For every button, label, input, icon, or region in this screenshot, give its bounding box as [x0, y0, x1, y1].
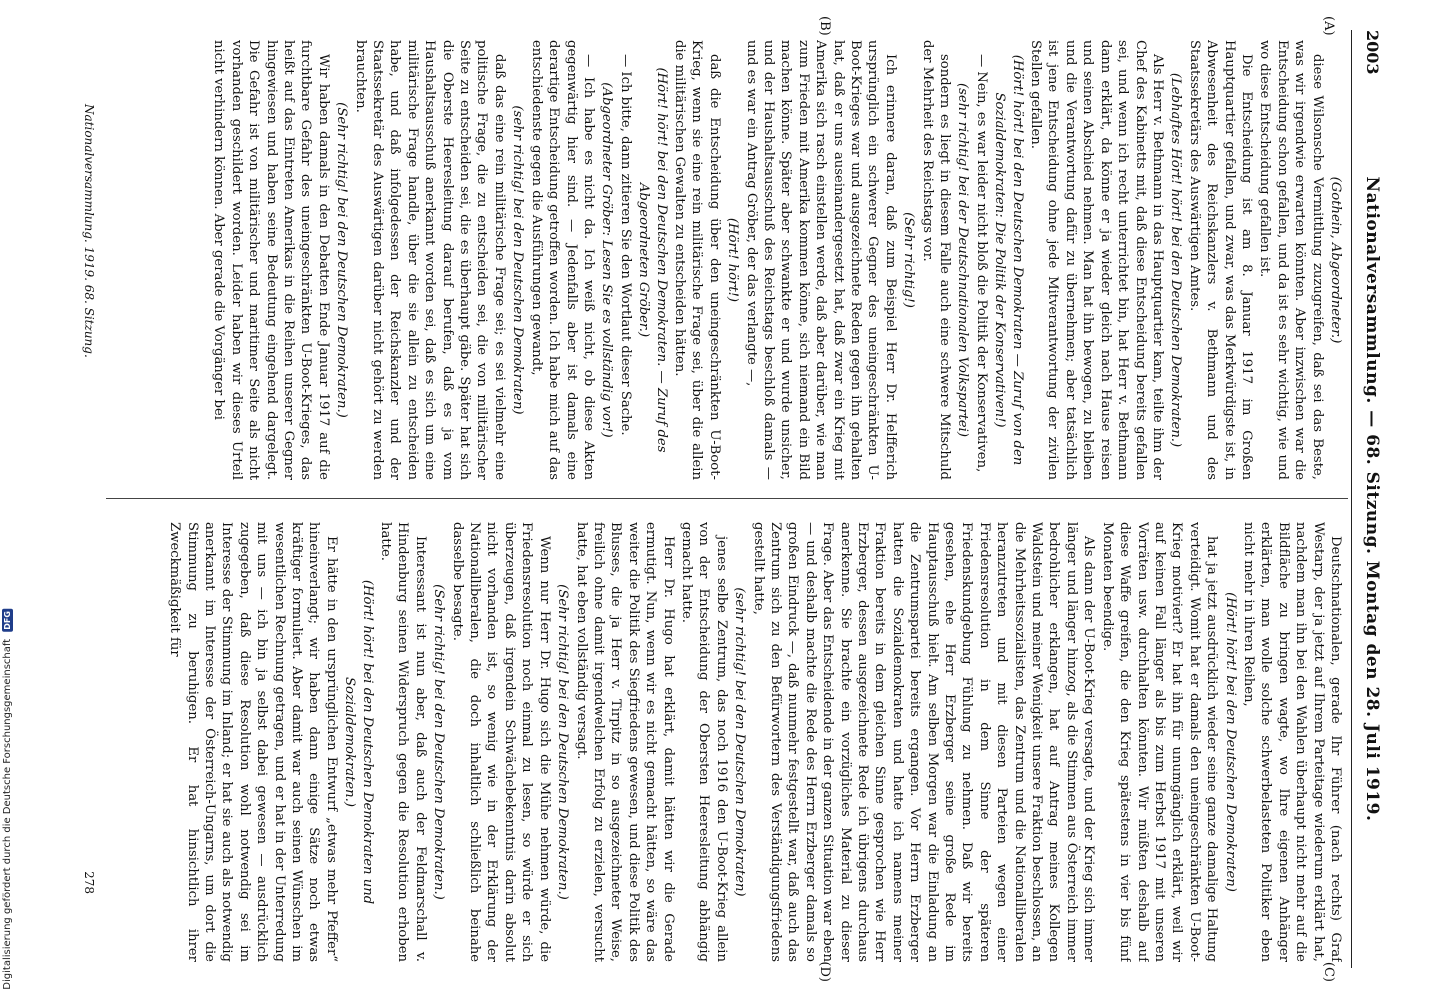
margin-marker-b: (B): [817, 16, 832, 36]
margin-marker-a: (A): [1321, 16, 1336, 36]
paragraph: (Sehr richtig! bei den Deutschen Demokraten.): [334, 102, 350, 418]
paragraph: (Sehr richtig!): [901, 212, 917, 308]
footer-page-number: 278: [82, 871, 96, 894]
paragraph: daß das eine rein militärische Frage sei; es sei vielmehr eine politische Frage, die zu entscheiden sei, die von militärischer Seite zu entscheiden sei, die es überhaupt gäbe. Später hat sich die Oberste Heeresleitung darauf berufen, daß es ja vom Haushaltsausschuß anerkannt worden sei, daß es sich um eine militärische Frage handle, über die sie allein zu entscheiden habe, und daß infolgedessen der Reichskanzler und der Staatssekretär des Auswärtigen darüber nicht gehört zu werden brauchten.: [352, 40, 507, 480]
paragraph: Die Entscheidung ist am 8. Januar 1917 im Großen Hauptquartier gefallen, und zwar, was das Merkwürdigste ist, in Abwesenheit des Reichskanzlers v. Bethmann und des Staatssekretärs des Auswärtigen Amtes.: [1186, 40, 1254, 480]
paragraph: Als Herr v. Bethmann in das Hauptquartier kam, teilte ihm der Chef des Kabinetts mit, daß diese Entscheidung bereits gefallen sei, und wenn ich recht unterrichtet bin, hat Herr v. Bethmann dann erklärt, da könne er ja wieder gleich nach Hause reisen und seinen Abschied nehmen. Man hat ihn bewogen, zu bleiben und die Verantwortung dafür zu übernehmen; aber tatsächlich ist jene Entscheidung ohne jede Mitverantwortung der zivilen Stellen gefallen.: [1028, 40, 1165, 480]
funding-credit: [2, 609, 13, 990]
paragraph: (Hört! hört! bei den Deutschen Demokraten. — Zuruf des Abgeordneten Gröber.): [636, 67, 669, 453]
paragraph: Deutschnationalen, gerade Ihr Führer (nach rechts) Graf Westarp, der ja jetzt auf Ihrem Parteitage wiederum erklärt hat, nachdem man ihn bei den Wahlen überhaupt nicht mehr auf die Bildfläche zu bringen wagte, wo Ihre eigenen Anhänger erklärten, man wolle solche schwerbelasteten Politiker eben nicht mehr in ihren Reihen,: [1240, 522, 1343, 962]
paragraph: Als dann der U-Boot-Krieg versagte, und der Krieg sich immer länger und länger hinzog, als die Stimmen aus Österreich immer bedrohlicher erklangen, hat auf Antrag meines Kollegen Waldstein und meiner Wenigkeit unsere Fraktion beschlossen, an die Mehrheitssozialisten, das Zentrum und die Nationalliberalen heranzutreten und mit diesen Parteien wegen einer Friedensresolution in dem Sinne der späteren Friedenskundgebung Fühlung zu nehmen. Daß wir bereits gesehen, ehe Herr Erzberger seine große Rede im Hauptausschuß hielt. Am selben Morgen war die Einladung an die Zentrumspartei bereits ergangen. Vor Herrn Erzberger hatten die Sozialdemokraten und hatte ich namens meiner Fraktion bereits in dem gleichen Sinne gesprochen wie Herr Erzberger, dessen ausgezeichnete Rede ich übrigens durchaus anerkenne. Sie brachte ein vorzügliches Material zu dieser Frage. Aber das Entscheidende in der ganzen Situation war eben — und deshalb machte die Rede des Herrn Erzberger damals so großen Eindruck —, daß nunmehr festgestellt war, daß auch das Zentrum sich zu den Befürwortern des Verständigungsfriedens gestellt hatte,: [750, 522, 1097, 962]
paragraph: (Lebhaftes Hört! hört! bei den Deutschen Demokraten.): [1168, 72, 1184, 448]
paragraph: Ich erinnere daran, daß zum Beispiel Herr Dr. Helfferich ursprünglich ein schwerer Gegner des uneingeschränkten U-Boot-Krieges war und ausgezeichnete Reden gegen ihn gehalten hat, daß er uns auseinandergesetzt hat, daß zwar ein Krieg mit Amerika sich rasch einstellen werde, daß aber darüber, wie man zum Frieden mit Amerika kommen könne, sich niemand ein Bild machen könne. Später aber schwankte er und wurde unsicher, und der Haushaltsausschuß des Reichstags beschloß damals — und es war ein Antrag Gröber, der das verlangte —,: [743, 40, 898, 480]
paragraph: sondern es liegt in diesem Falle auch eine schwere Mitschuld der Mehrheit des Reichstags vor.: [919, 40, 953, 480]
sidebar-credit: [0, 0, 24, 1000]
paragraph: hat ja jetzt ausdrücklich wieder seine ganze damalige Haltung verteidigt. Womit hat er damals den uneingeschränkten U-Boot-Krieg motiviert? Er hat ihn für unumgänglich erklärt, weil wir auf keinen Fall länger als bis zum Herbst 1917 mit unseren Vorräten usw. durchhalten könnten. Wir müßten deshalb auf diese Waffe greifen, die den Krieg spätestens in vier bis fünf Monaten beendige.: [1099, 522, 1220, 962]
page-number: 2003: [1363, 30, 1382, 75]
dfg-logo-icon: DFG: [3, 611, 12, 630]
paragraph: daß die Entscheidung über den uneingeschränkten U-Boot-Krieg, wenn sie eine rein militärische Frage sei, über die allein die militärischen Gewalten zu entscheiden hätten.: [671, 40, 722, 480]
paragraph: (sehr richtig! bei der Deutschnationalen Volkspartei): [955, 83, 971, 437]
paragraph: — Ich bitte, dann zitieren Sie den Wortlaut dieser Sache.: [617, 54, 633, 436]
paragraph: — Nein, es war leider nicht bloß die Politik der Konservativen,: [973, 54, 989, 473]
paragraph: (Hört! hört!): [725, 217, 741, 303]
funding-credit-text: Digitalisierung gefördert durch die Deutsche Forschungsgemeinschaft: [2, 639, 13, 990]
header-rule: [1351, 30, 1352, 968]
footer-session: Nationalversammlung. 1919. 68. Sitzung.: [82, 104, 96, 358]
page-title: Nationalversammlung. — 68. Sitzung. Montag den 28. Juli 1919.: [1362, 176, 1382, 822]
margin-marker-c: (C): [1321, 961, 1336, 982]
paragraph: (Hört! hört! bei den Deutschen Demokraten und Sozialdemokraten.): [342, 579, 375, 905]
column-divider: [106, 498, 1348, 499]
margin-marker-d: (D): [817, 961, 832, 982]
paragraph: Er hätte in den ursprünglichen Entwurf „etwas mehr Pfeffer“ hineinverlangt; wir haben dann einige Sätze noch etwas kräftiger formuliert. Aber damit war auch seinen Wünschen im wesentlichen Rechnung getragen, und er hat in der Unterredung mit uns — ich bin ja selbst dabei gewesen — ausdrücklich zugegeben, daß diese Resolution wohl notwendig sei im Interesse der Stimmung im Inland; er hat sie auch als notwendig anerkannt im Interesse der Österreich-Ungarns, um dort die Stimmung zu beruhigen. Er hat hinsichtlich ihrer Zweckmäßigkeit für: [167, 522, 339, 962]
page-header: [1354, 30, 1384, 968]
paragraph: (Gothein, Abgeordneter.): [1328, 176, 1343, 344]
paragraph: (Sehr richtig! bei den Deutschen Demokraten.): [431, 584, 447, 900]
paragraph: Herr Dr. Hugo hat erklärt, damit hätten wir die Gerade ermutigt. Nun, wenn wir es nicht gemacht hätten, so wäre das weiter die Politik des Siegfriedens gewesen, und diese Politik des Blusses, die ja Herr v. Tirpitz in so ausgezeichneter Weise, freilich ohne damit irgendwelchen Erfolg zu erzielen, versucht hatte, hat eben vollständig versagt.: [573, 522, 676, 962]
left-column: [110, 40, 1344, 480]
paragraph: (Hört! hört! bei den Deutschen Demokraten — Zuruf von den Sozialdemokraten: Die Politik der Konservativen!): [992, 54, 1025, 466]
paragraph: (Abgeordneter Gröber: Lesen Sie es vollständig vor!): [599, 82, 615, 438]
paragraph: Interessant ist nun aber, daß auch der Feldmarschall v. Hindenburg seinen Widerspruch gegen die Resolution erhoben hatte.: [378, 522, 428, 962]
paragraph: — Ich habe es nicht da. Ich weiß nicht, ob diese Akten gegenwärtig hier sind. — Jedenfalls aber ist damals eine derartige Entscheidung getroffen worden. Ich habe mich auf das entschiedenste gegen die Ausführungen gewandt,: [528, 40, 596, 480]
document-page: [52, 14, 1392, 984]
paragraph: Wenn nur Herr Dr. Hugo sich die Mühe nehmen würde, die Friedensresolution noch einmal zu lesen, so würde er sich überzeugen, daß irgendein Schwächebekenntnis darin absolut nicht vorhanden ist, so wenig wie in der Erklärung der Nationalliberalen, die doch inhaltlich schließlich beinahe dasselbe besagte.: [449, 522, 552, 962]
paragraph: jenes selbe Zentrum, das noch 1916 den U-Boot-Krieg allein von der Entscheidung der Obersten Heeresleitung abhängig gemacht hatte.: [678, 522, 729, 962]
paragraph: (sehr richtig! bei den Deutschen Demokraten): [732, 587, 748, 897]
paragraph: diese Wilsonsche Vermittlung zuzugreifen, daß sei das Beste, was wir irgendwie erwarten könnten. Aber inzwischen war die Entscheidung schon gefallen, und da ist es sehr wichtig, wie und wo diese Entscheidung gefallen ist.: [1257, 40, 1325, 480]
paragraph: (sehr richtig! bei den Deutschen Demokraten): [510, 105, 526, 415]
right-column: [110, 522, 1344, 962]
paragraph: (Hört! hört! bei den Deutschen Demokraten): [1222, 592, 1238, 892]
paragraph: (Sehr richtig! bei den Deutschen Demokraten.): [555, 584, 571, 900]
paragraph: Wir haben damals in den Debatten Ende Januar 1917 auf die furchtbare Gefahr des uneingeschränkten U-Boot-Krieges, das heißt auf das Eintreten Amerikas in die Reihen unserer Gegner hingewiesen und haben seine Bedeutung eingehend dargelegt. Die Gefahr ist von militärischer und maritimer Seite als nicht vorhanden geschildert worden. Leider haben wir dieses Urteil nicht verhindern können. Aber gerade die Vorgänger bei: [211, 40, 331, 480]
